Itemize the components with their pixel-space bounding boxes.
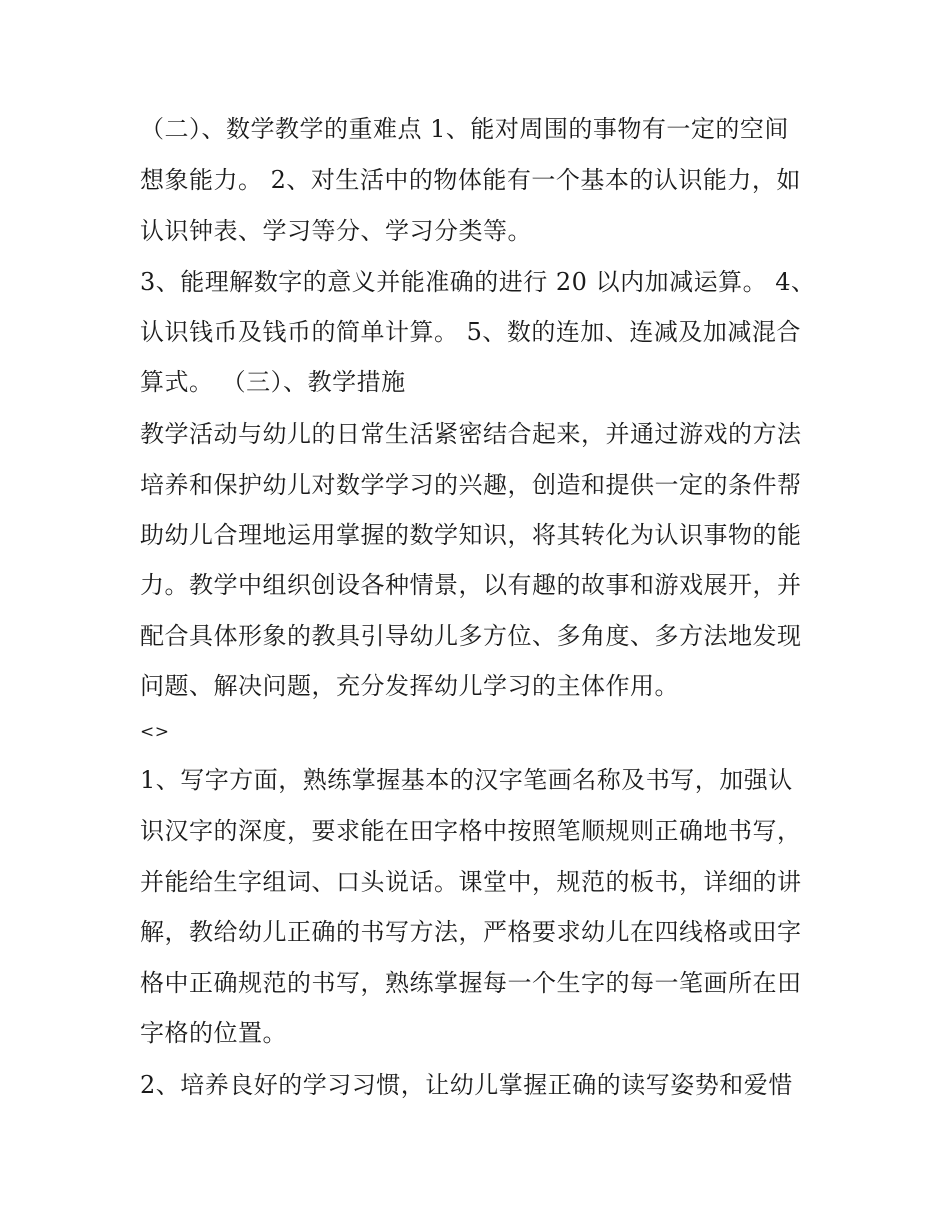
text-line: 并能给生字组词、口头说话。课堂中，规范的板书，详细的讲 xyxy=(140,868,802,896)
text-line: 解，教给幼儿正确的书写方法，严格要求幼儿在四线格或田字 xyxy=(140,918,802,946)
text-line: <> xyxy=(140,722,170,742)
text-line: 算式。 （三）、教学措施 xyxy=(140,368,406,396)
text-line: 认识钟表、学习等分、学习分类等。 xyxy=(140,217,532,245)
text-line: 2、培养良好的学习习惯，让幼儿掌握正确的读写姿势和爱惜 xyxy=(140,1071,793,1099)
text-line: 认识钱币及钱币的简单计算。 5、数的连加、连减及加减混合 xyxy=(140,318,801,346)
text-line: 识汉字的深度，要求能在田字格中按照笔顺规则正确地书写， xyxy=(140,817,802,845)
text-line: 教学活动与幼儿的日常生活紧密结合起来，并通过游戏的方法 xyxy=(140,420,802,448)
text-line: 1、写字方面，熟练掌握基本的汉字笔画名称及书写，加强认 xyxy=(140,766,793,794)
text-line: 问题、解决问题，充分发挥幼儿学习的主体作用。 xyxy=(140,672,679,700)
text-line: 3、能理解数字的意义并能准确的进行 20 以内加减运算。 4、 xyxy=(140,268,816,296)
text-line: 字格的位置。 xyxy=(140,1019,287,1047)
text-line: （二）、数学教学的重难点 1、能对周围的事物有一定的空间 xyxy=(140,115,789,143)
text-line: 格中正确规范的书写，熟练掌握每一个生字的每一笔画所在田 xyxy=(140,969,802,997)
text-line: 培养和保护幼儿对数学学习的兴趣，创造和提供一定的条件帮 xyxy=(140,471,802,499)
text-line: 力。教学中组织创设各种情景，以有趣的故事和游戏展开，并 xyxy=(140,571,802,599)
text-line: 助幼儿合理地运用掌握的数学知识，将其转化为认识事物的能 xyxy=(140,521,802,549)
text-line: 配合具体形象的教具引导幼儿多方位、多角度、多方法地发现 xyxy=(140,622,802,650)
text-line: 想象能力。 2、对生活中的物体能有一个基本的认识能力，如 xyxy=(140,166,801,194)
